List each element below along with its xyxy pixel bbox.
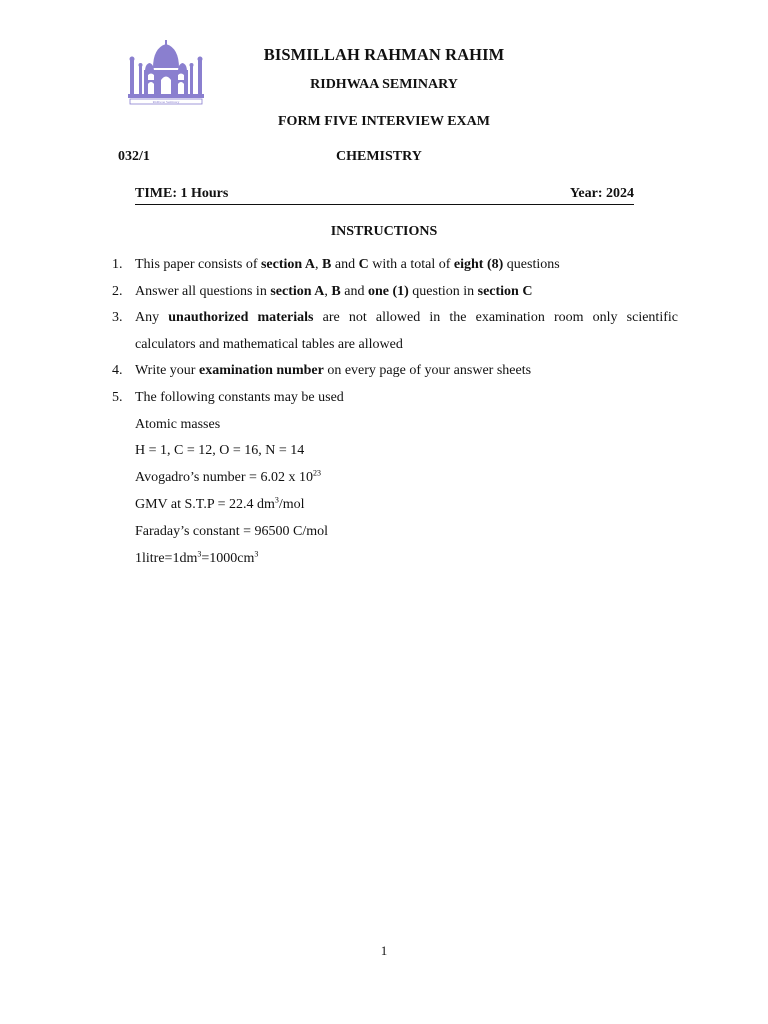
instructions-list (112, 252, 678, 572)
exam-title: FORM FIVE INTERVIEW EXAM (278, 114, 490, 129)
instruction-item-4: 4. Write your examination number on every page of your answer sheets (112, 363, 532, 379)
faraday-constant: Faraday’s constant = 96500 C/mol (135, 523, 328, 539)
instruction-item-5: 5. The following constants may be used Atomic masses H = 1, C = 12, O = 16, N = 14 Avogadro’s number = 6.02 x $10^{23}$ GMV at S.T.P = 22.4 $dm^3$/mol Faraday’s constant = 96500 C/mol $1litre=1dm^3=1000cm^3$ (112, 385, 678, 572)
gmv-constant: GMV at S.T.P = 22.4 $dm^3$/mol (135, 495, 305, 512)
instruction-item-3: 3. Any unauthorized materials are not allowed in the examination room only scientific calculators and mathematical tables are allowed (112, 310, 678, 352)
atomic-masses-label: Atomic masses (135, 416, 221, 432)
paper-code: 032/1 (118, 149, 150, 164)
constants-block (135, 412, 678, 573)
school-name: RIDHWAA SEMINARY (310, 77, 458, 92)
instructions-heading: INSTRUCTIONS (330, 224, 438, 239)
atomic-masses-values: H = 1, C = 12, O = 16, N = 14 (135, 443, 305, 459)
logo-caption: Ridhwaa Seminary (152, 100, 180, 104)
exam-time: TIME: 1 Hours (135, 186, 229, 201)
instruction-item-1: 1. This paper consists of section A, B and C with a total of eight (8) questions (112, 257, 560, 272)
exam-year: Year: 2024 (569, 186, 634, 201)
subject-name: CHEMISTRY (336, 149, 422, 164)
avogadro-constant: Avogadro’s number = 6.02 x $10^{23}$ (135, 468, 321, 486)
time-year-line (135, 186, 634, 205)
document-title: BISMILLAH RAHMAN RAHIM (263, 45, 505, 64)
litre-conversion: $1litre=1dm^3=1000cm^3$ (135, 548, 259, 566)
page-number: 1 (380, 943, 388, 958)
instruction-item-2: 2. Answer all questions in section A, B and one (1) question in section C (112, 283, 533, 299)
